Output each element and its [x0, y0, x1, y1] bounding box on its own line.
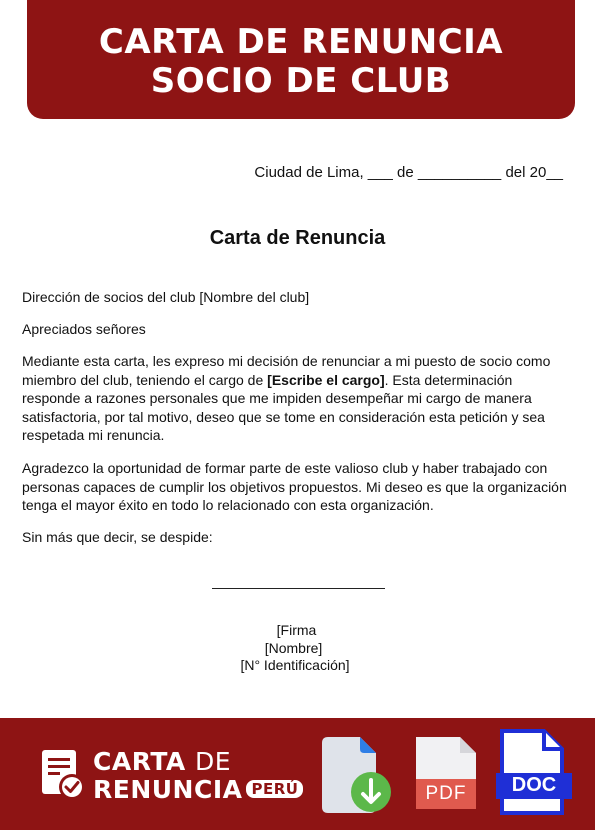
brand-badge-peru: PERÚ [246, 780, 303, 798]
greeting: Apreciados señores [22, 321, 146, 337]
pdf-file-icon[interactable] [412, 733, 480, 813]
top-banner [27, 0, 575, 119]
brand-renuncia: RENUNCIA [93, 775, 243, 804]
signature-line [212, 588, 385, 589]
signature-block [0, 622, 595, 675]
pdf-label: PDF [425, 783, 467, 804]
recipient-line: Dirección de socios del club [Nombre del club] [22, 289, 310, 305]
brand-de: DE [195, 747, 232, 776]
date-line: Ciudad de Lima, ___ de __________ del 20__ [254, 164, 563, 181]
banner-title-line2: SOCIO DE CLUB [150, 61, 452, 101]
brand-logo-text [93, 748, 303, 804]
paragraph-1-end: . Esta determinación responde a razones personales que me impiden desempeñar mi cargo de manera satisfactoria, por tal motivo, deseo que se tome en consideración esta petición y sea respetada mi renuncia. [22, 371, 545, 443]
doc-label: DOC [511, 774, 557, 796]
signature-nombre: [Nombre] [264, 639, 323, 656]
doc-file-icon[interactable] [496, 729, 574, 815]
certificate-logo-icon [40, 747, 88, 801]
banner-title-line1: CARTA DE RENUNCIA [98, 22, 504, 62]
banner-title [27, 23, 575, 101]
position-placeholder: [Escribe el cargo] [267, 371, 385, 388]
signature-id: [N° Identificación] [240, 657, 350, 673]
brand-carta: CARTA [93, 747, 186, 776]
paragraph-1 [22, 352, 567, 445]
paragraph-1-start: Mediante esta carta, les expreso mi decisión de renunciar a mi puesto de socio como miembro del club, teniendo el cargo de [22, 353, 551, 388]
closing-line: Sin más que decir, se despide: [22, 529, 213, 545]
letter-title: Carta de Renuncia [209, 227, 386, 249]
paragraph-2: Agradezco la oportunidad de formar parte de este valioso club y haber trabajado con personas capaces de cumplir los objetivos propuestos. Mi deseo es que la organización tenga el mayor éxito en todo lo relacionado con esta organización. [22, 460, 567, 513]
signature-firma: [Firma [276, 622, 317, 638]
download-file-icon[interactable] [318, 735, 396, 815]
